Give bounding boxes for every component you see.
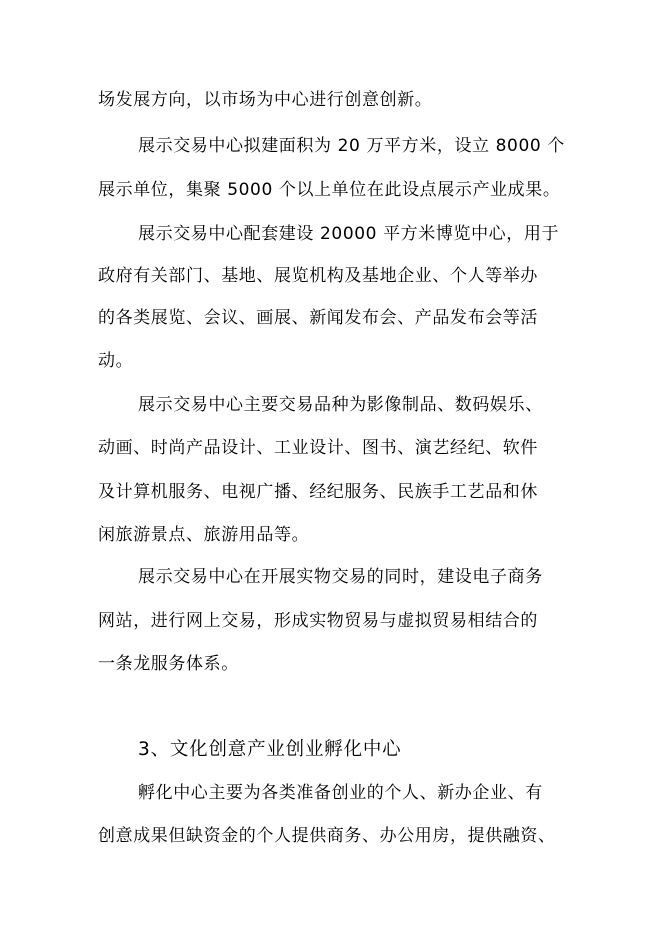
paragraph-line: 闲旅游景点、旅游用品等。 bbox=[98, 525, 310, 545]
paragraph-line: 政府有关部门、基地、展览机构及基地企业、个人等举办 bbox=[98, 266, 538, 286]
paragraph-line: 的各类展览、会议、画展、新闻发布会、产品发布会等活 bbox=[98, 308, 538, 328]
paragraph-line: 展示交易中心主要交易品种为影像制品、数码娱乐、 bbox=[138, 395, 543, 415]
paragraph-line: 一条龙服务体系。 bbox=[98, 654, 239, 674]
paragraph-line: 展示单位，集聚 5000 个以上单位在此设点展示产业成果。 bbox=[98, 180, 561, 200]
paragraph-line: 动画、时尚产品设计、工业设计、图书、演艺经纪、软件 bbox=[98, 438, 538, 458]
section-heading: 3、文化创意产业创业孵化中心 bbox=[138, 739, 402, 760]
paragraph-line: 及计算机服务、电视广播、经纪服务、民族手工艺品和休 bbox=[98, 482, 538, 502]
paragraph-line: 展示交易中心拟建面积为 20 万平方米，设立 8000 个 bbox=[138, 136, 565, 156]
paragraph-line: 场发展方向，以市场为中心进行创意创新。 bbox=[98, 90, 433, 110]
paragraph-line: 动。 bbox=[98, 351, 134, 371]
paragraph-line: 网站，进行网上交易，形成实物贸易与虚拟贸易相结合的 bbox=[98, 611, 538, 631]
paragraph-line: 孵化中心主要为各类准备创业的个人、新办企业、有 bbox=[138, 783, 543, 803]
paragraph-line: 创意成果但缺资金的个人提供商务、办公用房，提供融资、 bbox=[98, 826, 556, 846]
paragraph-line: 展示交易中心配套建设 20000 平方米博览中心，用于 bbox=[138, 224, 560, 244]
paragraph-line: 展示交易中心在开展实物交易的同时，建设电子商务 bbox=[138, 567, 543, 587]
